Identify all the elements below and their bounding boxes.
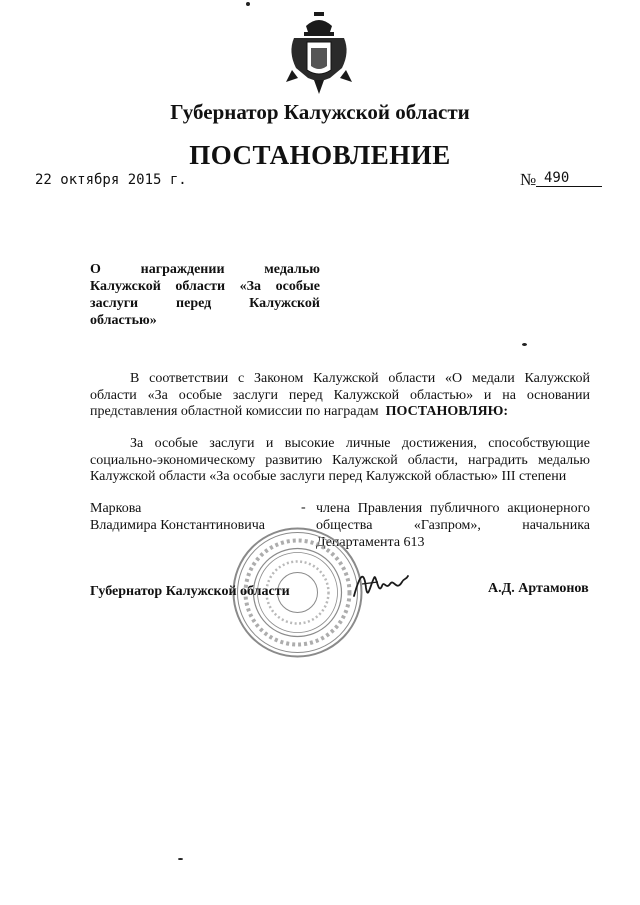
- decree-word: ПОСТАНОВЛЯЮ:: [385, 404, 509, 419]
- preamble-text: В соответствии с Законом Калужской области «О медали Калужской области «За особые заслуги перед Калужской областью» и на основании представления областной комиссии по наградам: [90, 371, 590, 419]
- preamble-paragraph: [90, 371, 590, 421]
- awardee-surname: Маркова: [90, 501, 142, 516]
- decree-date: 22 октября 2015 г.: [35, 172, 187, 188]
- subject-line: О награждении медалью: [90, 262, 320, 277]
- handwritten-signature-icon: [350, 566, 410, 604]
- coat-of-arms-icon: [284, 12, 354, 94]
- subject-block: [90, 261, 320, 329]
- decree-number: 490: [536, 170, 602, 187]
- scan-speck: [178, 858, 183, 860]
- government-title: Губернатор Калужской области: [170, 100, 470, 124]
- number-sign: №: [520, 170, 537, 189]
- scan-speck: [246, 2, 250, 6]
- subject-line: областью»: [90, 313, 157, 328]
- awardee-given-names: Владимира Константиновича: [90, 518, 266, 533]
- subject-line: Калужской области «За особые: [90, 279, 320, 294]
- signer-name: А.Д. Артамонов: [488, 581, 589, 596]
- awardee-position: члена Правления публичного акционерного общества «Газпром», начальника Департамента 613: [316, 501, 590, 550]
- scan-speck: [522, 343, 527, 346]
- subject-line: заслуги перед Калужской: [90, 296, 320, 311]
- signer-title: Губернатор Калужской области: [90, 584, 290, 599]
- document-type: ПОСТАНОВЛЕНИЕ: [189, 140, 451, 170]
- award-paragraph: За особые заслуги и высокие личные достижения, способствующие социально-экономическому развитию Калужской области, наградить медалью Калужской области «За особые заслуги перед Калужской областью» III степени: [90, 436, 590, 484]
- awardee-dash: -: [301, 500, 306, 515]
